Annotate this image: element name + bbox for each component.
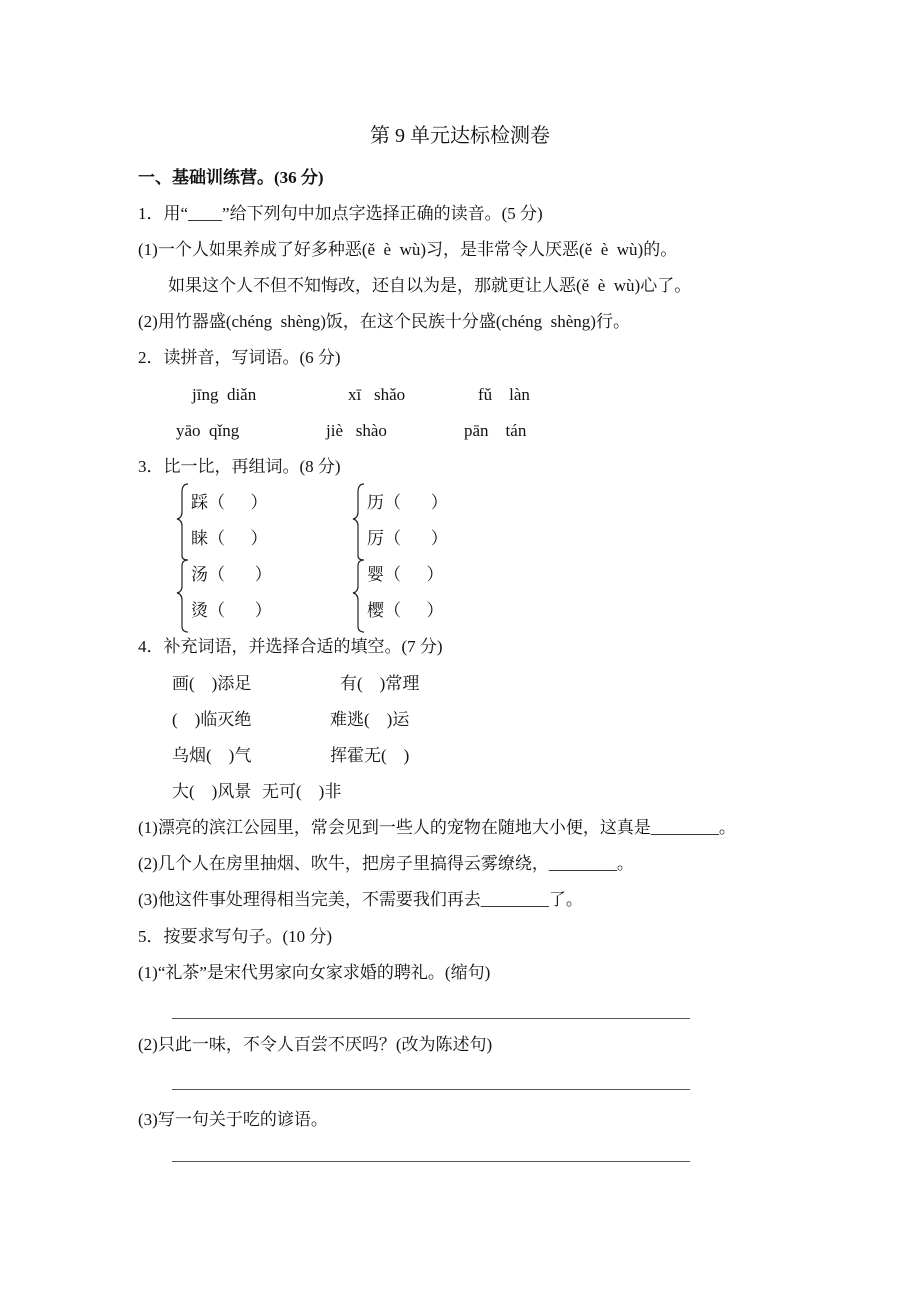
- idiom: ( )临灭绝: [172, 710, 252, 729]
- compare-item: 踩（ ）: [191, 493, 268, 512]
- fill-sentence: (2)几个人在房里抽烟、吹牛，把房子里搞得云雾缭绕，________。: [138, 854, 634, 873]
- q4-heading: 4．补充词语，并选择合适的填空。(7 分): [138, 637, 443, 656]
- brace-icon: [352, 482, 366, 634]
- q1-line: 如果这个人不但不知悔改，还自以为是，那就更让人恶(ě è wù)心了。: [168, 276, 692, 295]
- q5-item: (2)只此一味，不令人百尝不厌吗？(改为陈述句): [138, 1035, 493, 1054]
- compare-item: 历（ ）: [367, 493, 448, 512]
- fill-sentence: (1)漂亮的滨江公园里，常会见到一些人的宠物在随地大小便，这真是________。: [138, 818, 736, 837]
- fill-sentence: (3)他这件事处理得相当完美，不需要我们再去________了。: [138, 890, 583, 909]
- pinyin: pān tán: [464, 421, 527, 440]
- pinyin: yāo qǐng: [176, 421, 240, 440]
- page-title: 第 9 单元达标检测卷: [370, 125, 550, 147]
- q1-heading: 1．用“____”给下列句中加点字选择正确的读音。(5 分): [138, 204, 543, 223]
- brace-icon: [176, 482, 190, 634]
- q1-line: (1)一个人如果养成了好多种恶(ě è wù)习，是非常令人厌恶(ě è wù)的。: [138, 240, 678, 259]
- idiom: 有( )常理: [340, 674, 420, 693]
- answer-line[interactable]: [172, 1161, 690, 1162]
- compare-item: 婴（ ）: [367, 565, 444, 584]
- q5-heading: 5．按要求写句子。(10 分): [138, 927, 333, 946]
- answer-line[interactable]: [172, 1018, 690, 1019]
- q1-line: (2)用竹器盛(chéng shèng)饭，在这个民族十分盛(chéng shèng)行。: [138, 312, 630, 331]
- idiom: 难逃( )运: [330, 710, 410, 729]
- idiom: 挥霍无( ): [330, 746, 410, 765]
- idiom: 无可( )非: [262, 782, 342, 801]
- compare-item: 汤（ ）: [191, 565, 272, 584]
- q5-item: (3)写一句关于吃的谚语。: [138, 1110, 328, 1129]
- compare-item: 樱（ ）: [367, 601, 444, 620]
- q3-heading: 3．比一比，再组词。(8 分): [138, 457, 341, 476]
- idiom: 乌烟( )气: [172, 746, 252, 765]
- idiom: 大( )风景: [172, 782, 252, 801]
- answer-line[interactable]: [172, 1089, 690, 1090]
- q2-heading: 2．读拼音，写词语。(6 分): [138, 348, 341, 367]
- pinyin: jīng diǎn: [192, 385, 257, 404]
- compare-item: 烫（ ）: [191, 601, 272, 620]
- pinyin: fǔ làn: [478, 385, 530, 404]
- section-heading: 一、基础训练营。(36 分): [138, 168, 324, 187]
- q5-item: (1)“礼茶”是宋代男家向女家求婚的聘礼。(缩句): [138, 963, 491, 982]
- compare-item: 睐（ ）: [191, 529, 268, 548]
- pinyin: jiè shào: [326, 421, 387, 440]
- idiom: 画( )添足: [172, 674, 252, 693]
- compare-item: 厉（ ）: [367, 529, 448, 548]
- pinyin: xī shǎo: [348, 385, 406, 404]
